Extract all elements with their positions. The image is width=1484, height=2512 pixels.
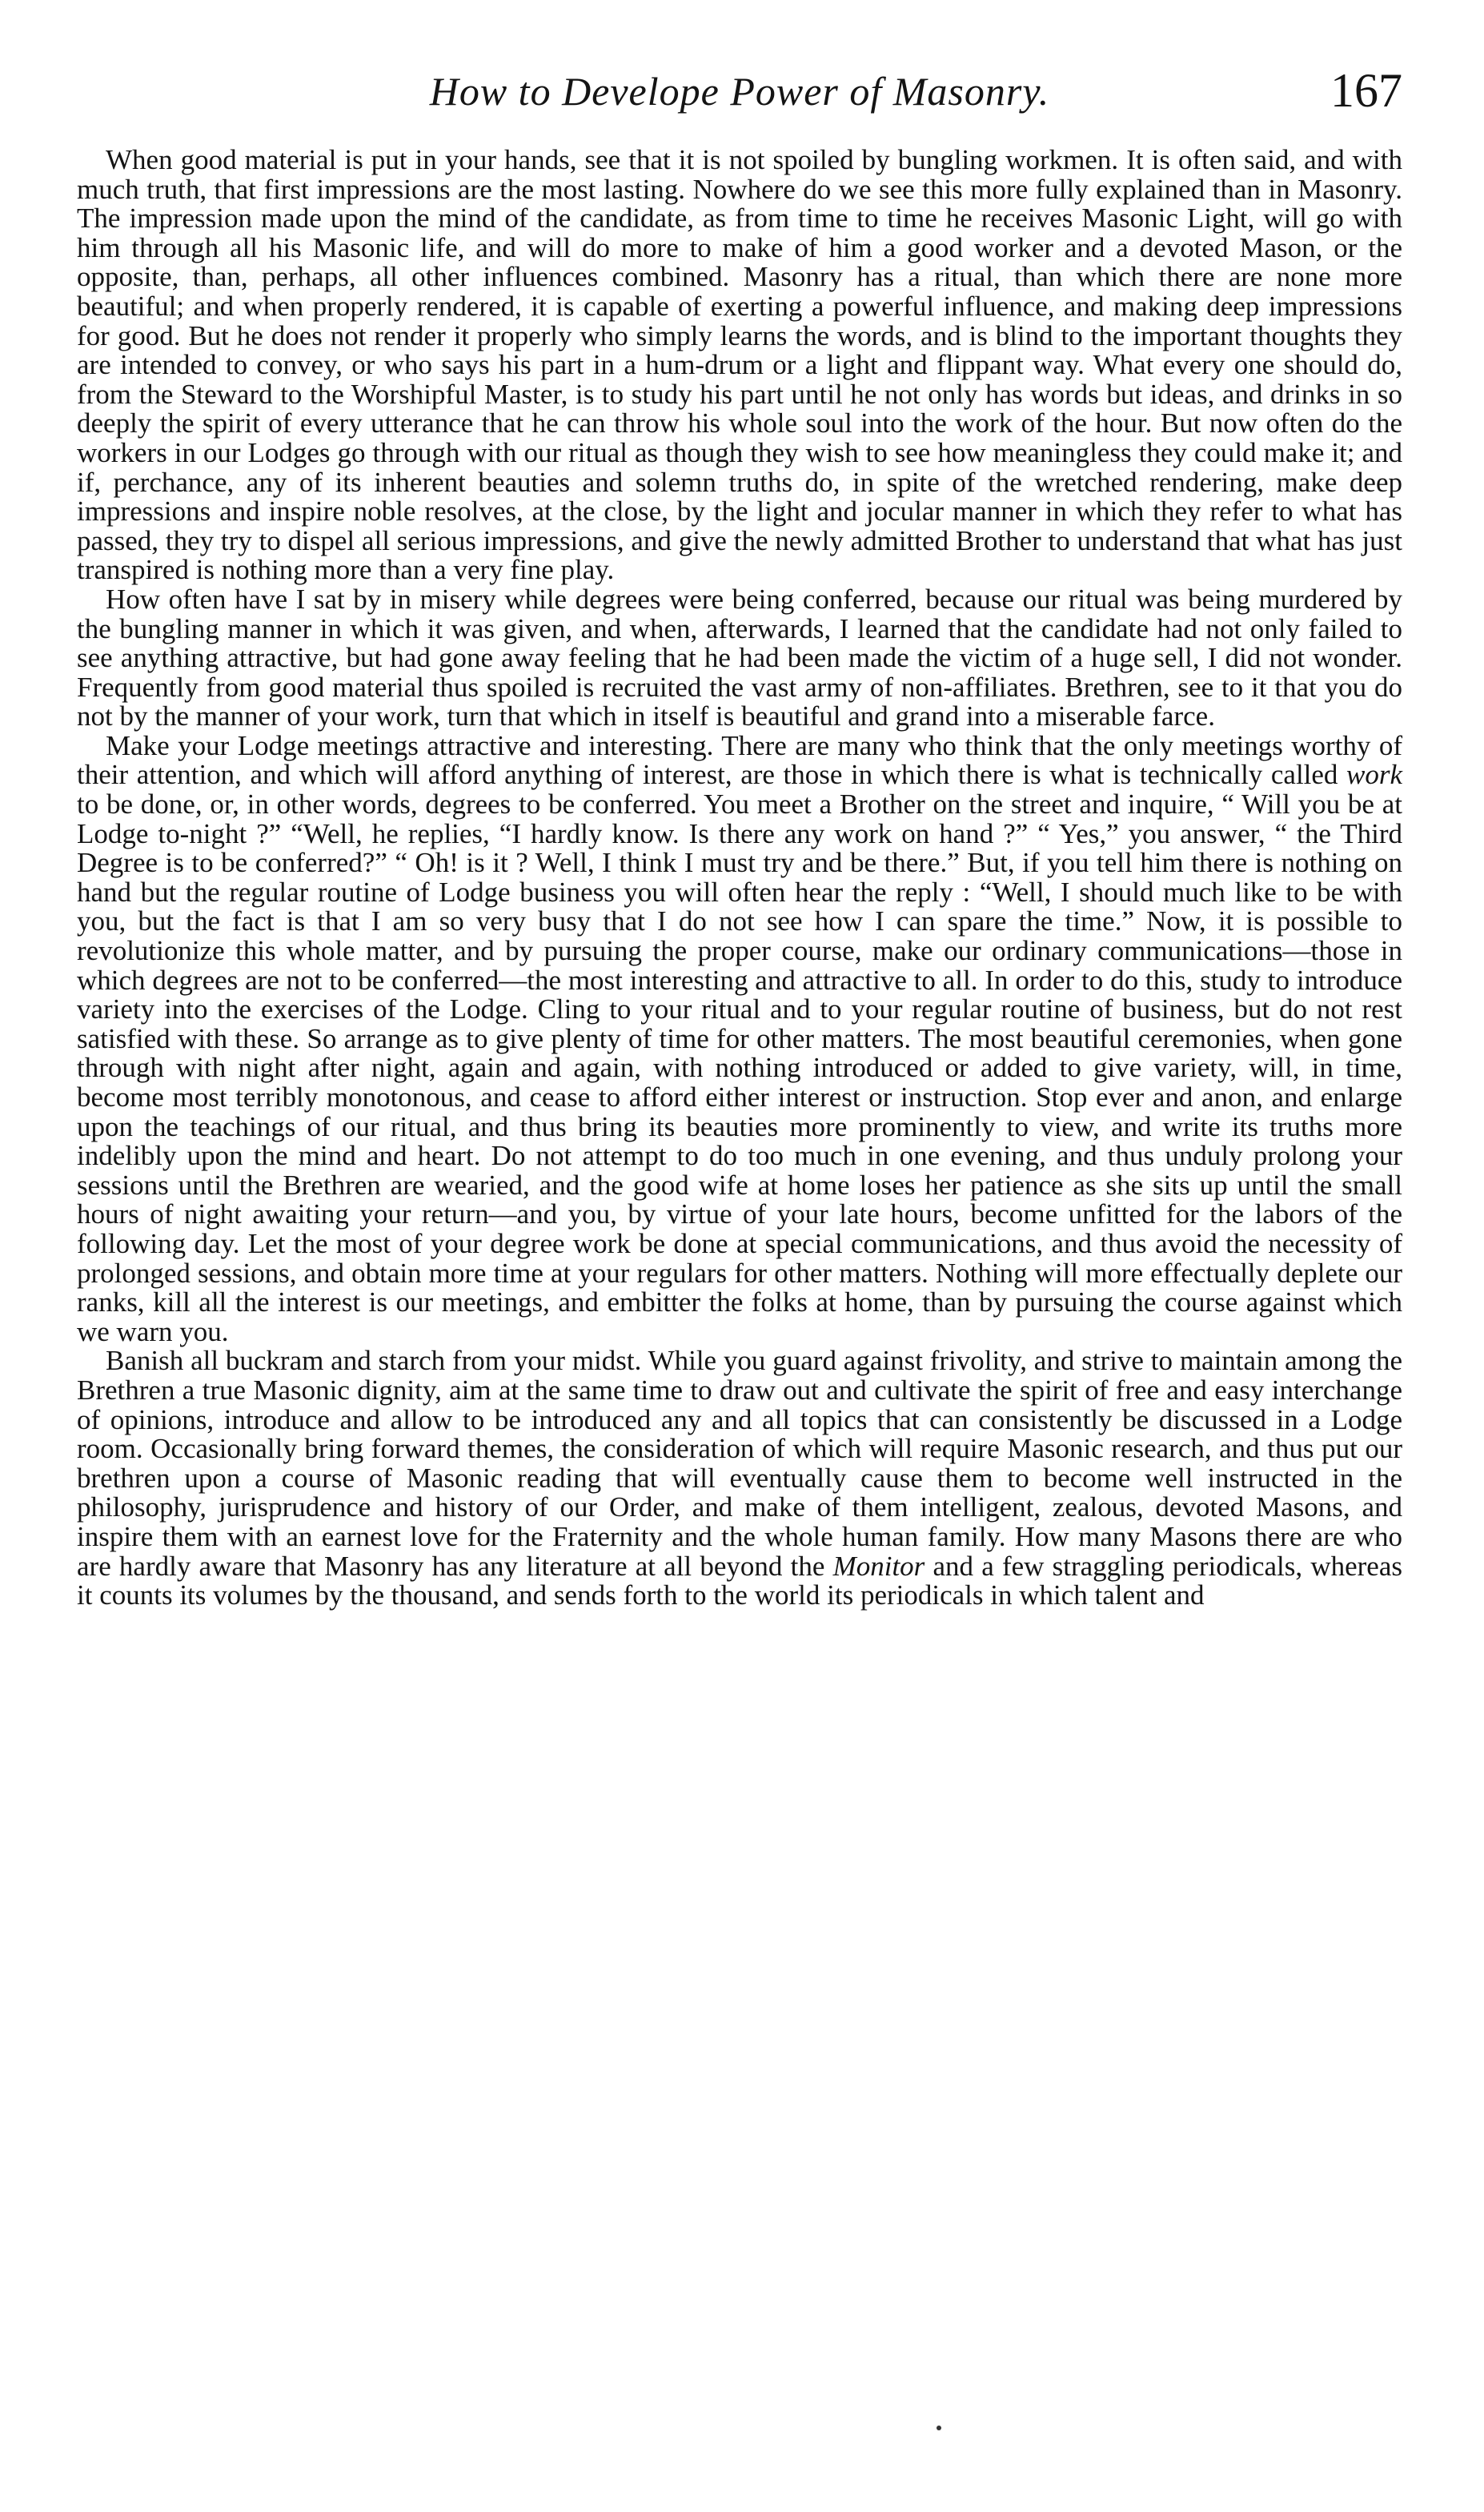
- paragraph-3: [77, 729, 1402, 1347]
- footer-dot-mark: [937, 2426, 941, 2430]
- body-text: [77, 146, 1402, 1611]
- page-number: 167: [1330, 64, 1402, 117]
- running-title: How to Develope Power of Masonry.: [429, 69, 1050, 114]
- paragraph-1: [77, 146, 1402, 585]
- paragraph-text: When good material is put in your hands, see that it is not spoiled by bungling workmen. It is often said, and with much truth, that first impressions are the most lasting. Nowhere do we see this more fully explained than in Masonry. The impression made upon the mind of the candidate, as from time to time he receives Masonic Light, will go with him through all his Masonic life, and will do more to make of him a good worker and a devoted Mason, or the opposite, than, perhaps, all other influences combined. Masonry has a ritual, than which there are none more beautiful; and when properly rendered, it is capable of exerting a powerful influence, and making deep impressions for good. But he does not render it properly who simply learns the words, and is blind to the important thoughts they are intended to convey, or who says his part in a hum-drum or a light and flippant way. What every one should do, from the Steward to the Worshipful Master, is to study his part until he not only has words but ideas, and drinks in so deeply the spirit of every utterance that he can throw his whole soul into the work of the hour. But now often do the workers in our Lodges go through with our ritual as though they wish to see how meaningless they could make it; and if, perchance, any of its inherent beauties and solemn truths do, in spite of the wretched rendering, make deep impressions and inspire noble resolves, at the close, by the light and jocular manner in which they refer to what has passed, they try to dispel all serious impressions, and give the newly admitted Brother to understand that what has just transpired is nothing more than a very fine play.: [77, 144, 1402, 586]
- paragraph-4: [77, 1346, 1402, 1610]
- italic-term: Monitor: [832, 1550, 925, 1582]
- paragraph-text: How often have I sat by in misery while degrees were being conferred, because our ritual was being murdered by the bungling manner in which it was given, and when, afterwards, I learned that the candidate had not only failed to see anything attractive, but had gone away feeling that he had been made the victim of a huge sell, I did not wonder. Frequently from good material thus spoiled is recruited the vast army of non-affiliates. Brethren, see to it that you do not by the manner of your work, turn that which in itself is beautiful and grand into a miserable farce.: [77, 583, 1402, 732]
- italic-term: work: [1346, 759, 1402, 791]
- paragraph-2: [77, 585, 1402, 732]
- paragraph-text: Banish all buckram and starch from your midst. While you guard against frivolity, and strive to maintain among the Brethren a true Masonic dignity, aim at the same time to draw out and cultivate the spirit of free and easy interchange of opinions, introduce and allow to be introduced any and all topics that can consistently be discussed in a Lodge room. Occasionally bring forward themes, the consideration of which will require Masonic research, and thus put our brethren upon a course of Masonic reading that will eventually cause them to become well instructed in the philosophy, jurisprudence and history of our Order, and make of them intelligent, zealous, devoted Masons, and inspire them with an earnest love for the Fraternity and the whole human family. How many Masons there are who are hardly aware that Masonry has any literature at all beyond the: [77, 1345, 1402, 1582]
- paragraph-text: and a few straggling periodicals, whereas it counts its volumes by the thousand, and sends forth to the world its periodicals in which talent and: [77, 1550, 1402, 1611]
- paragraph-text: to be done, or, in other words, degrees to be conferred. You meet a Brother on the street and inquire, “ Will you be at Lodge to-night ?” “Well, he replies, “I hardly know. Is there any work on hand ?” “ Yes,” you answer, “ the Third Degree is to be conferred?” “ Oh! is it ? Well, I think I must try and be there.” But, if you tell him there is nothing on hand but the regular routine of Lodge business you will often hear the reply : “Well, I should much like to be with you, but the fact is that I am so very busy that I do not see how I can spare the time.” Now, it is possible to revolutionize this whole matter, and by pursuing the proper course, make our ordinary communications—those in which degrees are not to be conferred—the most interesting and attractive to all. In order to do this, study to introduce variety into the exercises of the Lodge. Cling to your ritual and to your regular routine of business, but do not rest satisfied with these. So arrange as to give plenty of time for other matters. The most beautiful ceremonies, when gone through with night after night, again and again, with nothing introduced or added to give variety, will, in time, become most terribly monotonous, and cease to afford either interest or instruction. Stop ever and anon, and enlarge upon the teachings of our ritual, and thus bring its beauties more prominently to view, and write its truths more indelibly upon the mind and heart. Do not attempt to do too much in one evening, and thus unduly prolong your sessions until the Brethren are wearied, and the good wife at home loses her patience as she sits up until the small hours of night awaiting your return—and you, by virtue of your late hours, become unfitted for the labors of the following day. Let the most of your degree work be done at special communications, and thus avoid the necessity of prolonged sessions, and obtain more time at your regulars for other matters. Nothing will more effectually deplete our ranks, kill all the interest is our meetings, and embitter the folks at home, than by pursuing the course against which we warn you.: [77, 789, 1402, 1347]
- paragraph-text: Make your Lodge meetings attractive and interesting. There are many who think that the only meetings worthy of their attention, and which will afford anything of interest, are those in which there is what is technically called: [77, 729, 1402, 791]
- running-head: [77, 64, 1402, 123]
